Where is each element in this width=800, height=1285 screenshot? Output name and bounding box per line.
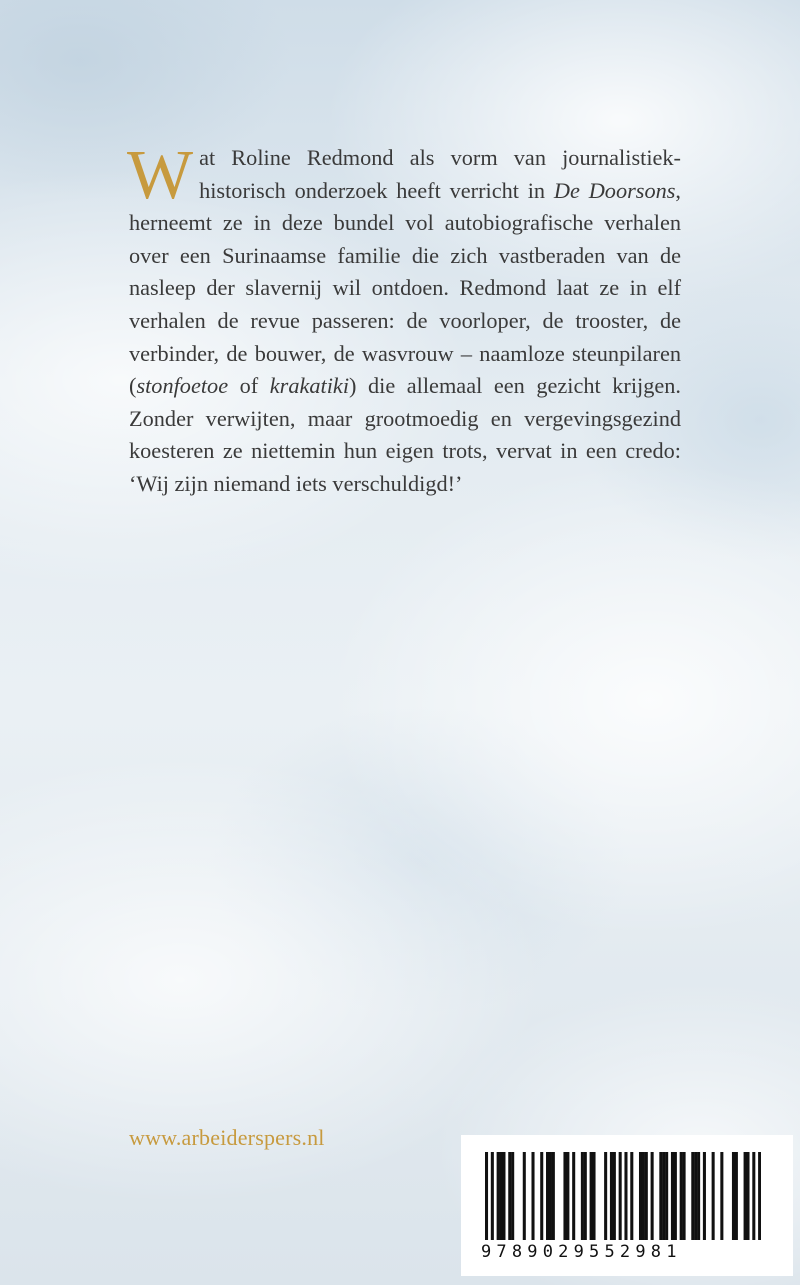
barcode-bar xyxy=(697,1152,700,1240)
barcode-bar xyxy=(619,1152,622,1240)
barcode-bar xyxy=(540,1152,543,1240)
term-stonfoetoe: stonfoetoe xyxy=(136,373,229,399)
barcode-bar xyxy=(752,1152,755,1240)
barcode-bar xyxy=(735,1152,738,1240)
barcode-bar xyxy=(491,1152,494,1240)
barcode-bar xyxy=(659,1152,662,1240)
barcode-bar xyxy=(624,1152,627,1240)
barcode-bar xyxy=(645,1152,648,1240)
barcode-bar xyxy=(665,1152,668,1240)
barcode-bars xyxy=(485,1152,761,1240)
publisher-website-link[interactable]: www.arbeiderspers.nl xyxy=(129,1125,325,1150)
barcode-bar xyxy=(630,1152,633,1240)
barcode-bar xyxy=(552,1152,555,1240)
blurb-text xyxy=(127,137,681,501)
blurb-segment: ) die allemaal een gezicht krijgen. Zonder verwijten, maar grootmoedig en vergevingsgezind koesteren ze niettemin hun eigen trots, vervat in een credo: ‘Wij zijn niemand iets verschuldigd!’ xyxy=(129,373,681,496)
barcode-bar xyxy=(546,1152,549,1240)
barcode-bar xyxy=(508,1152,511,1240)
term-krakatiki: krakatiki xyxy=(269,373,350,399)
barcode-bar xyxy=(674,1152,677,1240)
barcode-bar xyxy=(592,1152,595,1240)
barcode-bar xyxy=(712,1152,715,1240)
barcode-bar xyxy=(720,1152,723,1240)
barcode-bar xyxy=(651,1152,654,1240)
barcode-bar xyxy=(581,1152,584,1240)
barcode-bar xyxy=(566,1152,569,1240)
blurb-segment: at Roline Redmond als vorm van journalistiek-historisch onderzoek heeft verricht in xyxy=(199,145,681,203)
barcode-bar xyxy=(500,1152,503,1240)
barcode-bar xyxy=(732,1152,735,1240)
barcode-bar xyxy=(694,1152,697,1240)
barcode-bar xyxy=(549,1152,552,1240)
barcode-bar xyxy=(523,1152,526,1240)
barcode-bar xyxy=(746,1152,749,1240)
book-title-de-doorsons: De Doorsons xyxy=(553,177,676,203)
barcode-bar xyxy=(758,1152,761,1240)
barcode-bar xyxy=(683,1152,686,1240)
barcode-bar xyxy=(497,1152,500,1240)
barcode-bar xyxy=(485,1152,488,1240)
blurb-segment: of xyxy=(228,373,270,399)
barcode-bar xyxy=(610,1152,613,1240)
isbn-barcode xyxy=(461,1135,793,1276)
barcode-bar xyxy=(671,1152,674,1240)
barcode-bar xyxy=(511,1152,514,1240)
barcode-bar xyxy=(590,1152,593,1240)
barcode-bar xyxy=(502,1152,505,1240)
barcode-bar xyxy=(703,1152,706,1240)
barcode-bar xyxy=(572,1152,575,1240)
barcode-bar xyxy=(662,1152,665,1240)
blurb-segment: , herneemt ze in deze bundel vol autobiografische verhalen over een Surinaamse familie die zich vastberaden van de nasleep der slavernij wil ontdoen. Redmond laat ze in elf verhalen de revue passeren: de voorloper, de trooster, de verbinder, de bouwer, de wasvrouw – naamloze steunpilaren ( xyxy=(129,177,681,399)
barcode-bar xyxy=(680,1152,683,1240)
barcode-bar xyxy=(584,1152,587,1240)
barcode-bar xyxy=(642,1152,645,1240)
barcode-bar xyxy=(639,1152,642,1240)
barcode-bar xyxy=(531,1152,534,1240)
drop-cap: W xyxy=(127,137,194,214)
barcode-bar xyxy=(744,1152,747,1240)
barcode-bar xyxy=(613,1152,616,1240)
barcode-bar xyxy=(691,1152,694,1240)
barcode-bar xyxy=(604,1152,607,1240)
barcode-digits: 9789029552981 xyxy=(481,1242,682,1262)
barcode-bar xyxy=(563,1152,566,1240)
